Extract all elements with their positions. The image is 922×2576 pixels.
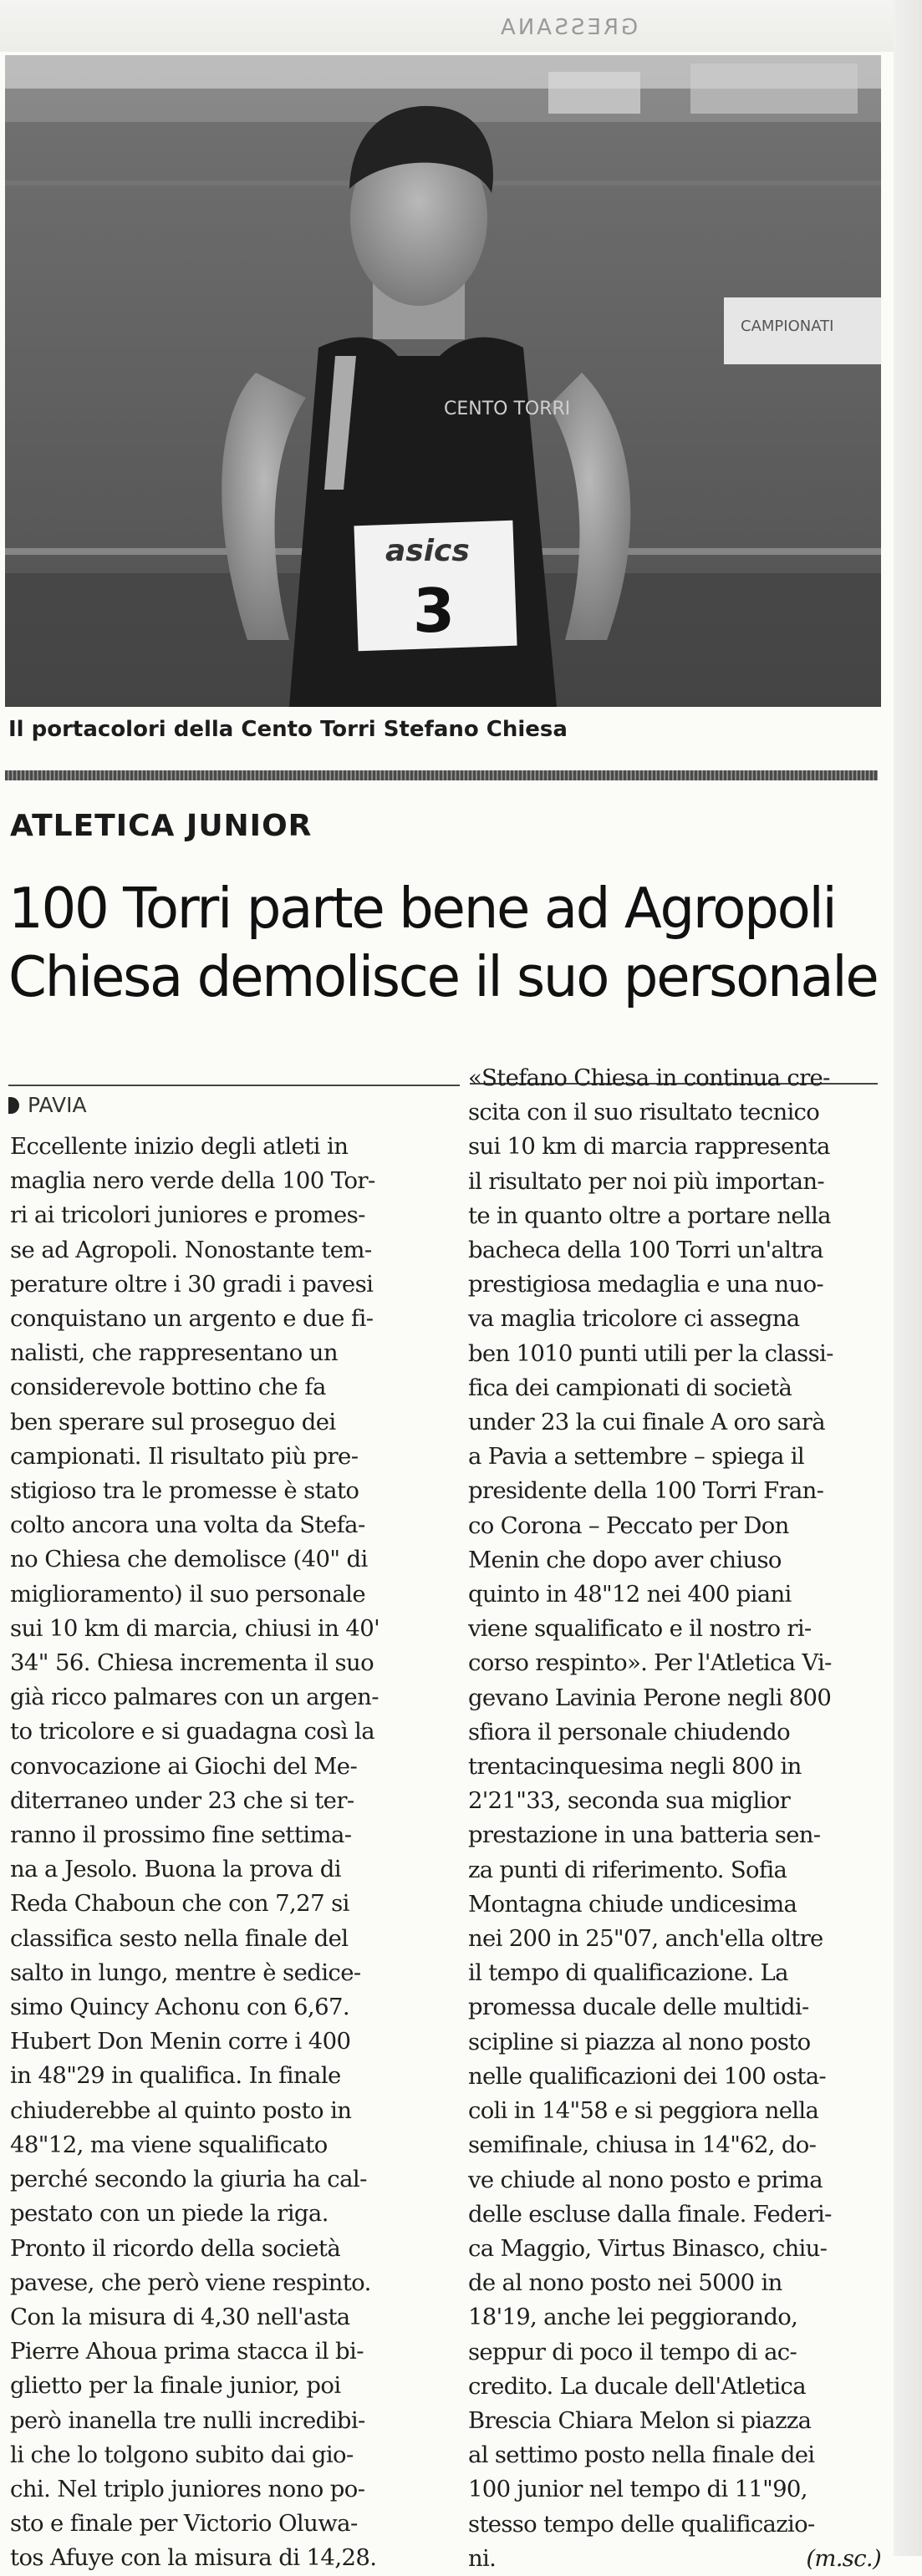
photo-caption: Il portacolori della Cento Torri Stefano Chiesa bbox=[8, 717, 568, 742]
article-line: li che lo tolgono subito dai gio- bbox=[10, 2441, 354, 2468]
bib-number: 3 bbox=[413, 576, 456, 646]
article-line: Eccellente inizio degli atleti in bbox=[10, 1133, 349, 1160]
article-line: colto ancora una volta da Stefa- bbox=[10, 1512, 365, 1539]
byline bbox=[8, 1085, 460, 1117]
article-line: Menin che dopo aver chiuso bbox=[468, 1546, 782, 1573]
svg-text:CAMPIONATI: CAMPIONATI bbox=[741, 318, 834, 335]
article-line: co Corona – Peccato per Don bbox=[468, 1512, 789, 1539]
article-line: sto e finale per Victorio Oluwa- bbox=[10, 2510, 358, 2538]
article-line: de al nono posto nei 5000 in bbox=[468, 2269, 782, 2297]
page-edge-text: GRESSANA bbox=[497, 15, 638, 40]
article-line: trentacinquesima negli 800 in bbox=[468, 1753, 802, 1781]
article-line: Con la misura di 4,30 nell'asta bbox=[10, 2303, 350, 2330]
article-line: sui 10 km di marcia rappresenta bbox=[468, 1133, 830, 1161]
article-line: maglia nero verde della 100 Tor- bbox=[10, 1167, 375, 1195]
article-line: glietto per la finale junior, poi bbox=[10, 2372, 341, 2400]
article-line: tos Afuye con la misura di 14,28. bbox=[10, 2544, 377, 2572]
article-line: «Stefano Chiesa in continua cre- bbox=[468, 1064, 830, 1091]
article-line: quinto in 48"12 nei 400 piani bbox=[468, 1581, 792, 1608]
article-line: bacheca della 100 Torri un'altra bbox=[468, 1237, 823, 1264]
article-line: prestazione in una batteria sen- bbox=[468, 1821, 821, 1849]
article-line: perature oltre i 30 gradi i pavesi bbox=[10, 1270, 374, 1298]
article-line: a Pavia a settembre – spiega il bbox=[468, 1443, 804, 1471]
article-line: se ad Agropoli. Nonostante tem- bbox=[10, 1236, 372, 1263]
article-line: nei 200 in 25"07, anch'ella oltre bbox=[468, 1925, 823, 1953]
article-line: salto in lungo, mentre è sedice- bbox=[10, 1959, 361, 1986]
article-line: gevano Lavinia Perone negli 800 bbox=[468, 1684, 832, 1711]
article-line: considerevole bottino che fa bbox=[10, 1374, 326, 1401]
article-line: nalisti, che rappresentano un bbox=[10, 1339, 339, 1367]
article-line: sfiora il personale chiudendo bbox=[468, 1718, 790, 1745]
article-line: ve chiude al nono posto e prima bbox=[468, 2166, 823, 2193]
article-column-right bbox=[468, 1061, 881, 2576]
page-right-margin bbox=[894, 0, 922, 2556]
article-line: però inanella tre nulli incredibi- bbox=[10, 2406, 365, 2434]
article-line: miglioramento) il suo personale bbox=[10, 1580, 366, 1608]
article-line: te in quanto oltre a portare nella bbox=[468, 1202, 831, 1229]
article-line: 48"12, ma viene squalificato bbox=[10, 2131, 328, 2158]
byline-location: PAVIA bbox=[28, 1093, 87, 1117]
article-line: promessa ducale delle multidi- bbox=[468, 1994, 809, 2021]
article-line: under 23 la cui finale A oro sarà bbox=[468, 1409, 825, 1436]
article-line: scita con il suo risultato tecnico bbox=[468, 1099, 820, 1126]
article-line: già ricco palmares con un argen- bbox=[10, 1684, 379, 1711]
article-line: sui 10 km di marcia, chiusi in 40' bbox=[10, 1614, 380, 1642]
article-line: nelle qualificazioni dei 100 osta- bbox=[468, 2062, 827, 2090]
article-line: ben sperare sul proseguo dei bbox=[10, 1408, 336, 1435]
article-line: coli in 14"58 e si peggiora nella bbox=[468, 2097, 819, 2125]
article-line: viene squalificato e il nostro ri- bbox=[468, 1615, 812, 1643]
article-line: stesso tempo delle qualificazio- bbox=[468, 2510, 815, 2538]
article-line: no Chiesa che demolisce (40" di bbox=[10, 1546, 368, 1573]
article-line: 34" 56. Chiesa incrementa il suo bbox=[10, 1649, 374, 1677]
article-line: perché secondo la giuria ha cal- bbox=[10, 2166, 367, 2193]
article-line: chi. Nel triplo juniores nono po- bbox=[10, 2475, 365, 2502]
shirt-text: CENTO TORRI bbox=[444, 399, 571, 419]
article-line: conquistano un argento e due fi- bbox=[10, 1305, 374, 1333]
article-line: ri ai tricolori juniores e promes- bbox=[10, 1202, 365, 1229]
article-line: stigioso tra le promesse è stato bbox=[10, 1477, 359, 1505]
article-line: na a Jesolo. Buona la prova di bbox=[10, 1856, 341, 1883]
article-signature: (m.sc.) bbox=[806, 2544, 881, 2572]
article-line: to tricolore e si guadagna così la bbox=[10, 1718, 375, 1745]
article-line: convocazione ai Giochi del Me- bbox=[10, 1752, 358, 1780]
article-line: simo Quincy Achonu con 6,67. bbox=[10, 1994, 349, 2021]
article-line: fica dei campionati di società bbox=[468, 1374, 792, 1401]
headline-line-2: Chiesa demolisce il suo personale bbox=[8, 944, 878, 1009]
article-line: 18'19, anche lei peggiorando, bbox=[468, 2304, 798, 2331]
article-line: ni. bbox=[468, 2544, 497, 2572]
headline-line-1: 100 Torri parte bene ad Agropoli bbox=[8, 876, 836, 941]
article-line: semifinale, chiusa in 14"62, do- bbox=[468, 2131, 817, 2159]
article-line: va maglia tricolore ci assegna bbox=[468, 1305, 800, 1333]
article-column-left bbox=[10, 1130, 458, 2576]
article-line: seppur di poco il tempo di ac- bbox=[468, 2338, 797, 2365]
article-line: campionati. Il risultato più pre- bbox=[10, 1442, 359, 1470]
article-line: Brescia Chiara Melon si piazza bbox=[468, 2406, 812, 2434]
article-line: 2'21"33, seconda sua miglior bbox=[468, 1787, 791, 1815]
section-label: ATLETICA JUNIOR bbox=[10, 809, 313, 843]
article-line: pavese, che però viene respinto. bbox=[10, 2269, 371, 2296]
article-line: 100 junior nel tempo di 11"90, bbox=[468, 2476, 807, 2503]
article-line: delle escluse dalla finale. Federi- bbox=[468, 2200, 832, 2228]
athlete-photo bbox=[5, 55, 881, 707]
article-line: pestato con un piede la riga. bbox=[10, 2200, 329, 2228]
article-line: Reda Chaboun che con 7,27 si bbox=[10, 1890, 349, 1918]
article-line: scipline si piazza al nono posto bbox=[468, 2028, 811, 2055]
article-line: chiuderebbe al quinto posto in bbox=[10, 2096, 352, 2124]
article-line: ca Maggio, Virtus Binasco, chiu- bbox=[468, 2234, 828, 2262]
byline-marker-icon bbox=[8, 1097, 19, 1114]
article-line: prestigiosa medaglia e una nuo- bbox=[468, 1271, 824, 1298]
headline bbox=[8, 874, 878, 1011]
article-line: credito. La ducale dell'Atletica bbox=[468, 2372, 806, 2400]
article-line: ranno il prossimo fine settima- bbox=[10, 1821, 352, 1849]
article-line: Montagna chiude undicesima bbox=[468, 1890, 797, 1918]
article-line: diterraneo under 23 che si ter- bbox=[10, 1786, 354, 1814]
page-top-strip bbox=[0, 0, 922, 52]
article-line: al settimo posto nella finale dei bbox=[468, 2441, 815, 2469]
article-line: Hubert Don Menin corre i 400 bbox=[10, 2028, 351, 2055]
article-line: presidente della 100 Torri Fran- bbox=[468, 1477, 824, 1505]
article-line: corso respinto». Per l'Atletica Vi- bbox=[468, 1649, 832, 1677]
article-line: il tempo di qualificazione. La bbox=[468, 1959, 788, 1987]
article-line: za punti di riferimento. Sofia bbox=[468, 1856, 787, 1883]
article-line: in 48"29 in qualifica. In finale bbox=[10, 2062, 341, 2090]
article-line: classifica sesto nella finale del bbox=[10, 1924, 349, 1952]
article-line: il risultato per noi più importan- bbox=[468, 1167, 824, 1195]
article-line: Pierre Ahoua prima stacca il bi- bbox=[10, 2338, 364, 2365]
article-line: Pronto il ricordo della società bbox=[10, 2234, 341, 2262]
bib-brand: asics bbox=[385, 534, 470, 568]
section-divider bbox=[5, 770, 878, 780]
article-line: ben 1010 punti utili per la classi- bbox=[468, 1339, 833, 1367]
